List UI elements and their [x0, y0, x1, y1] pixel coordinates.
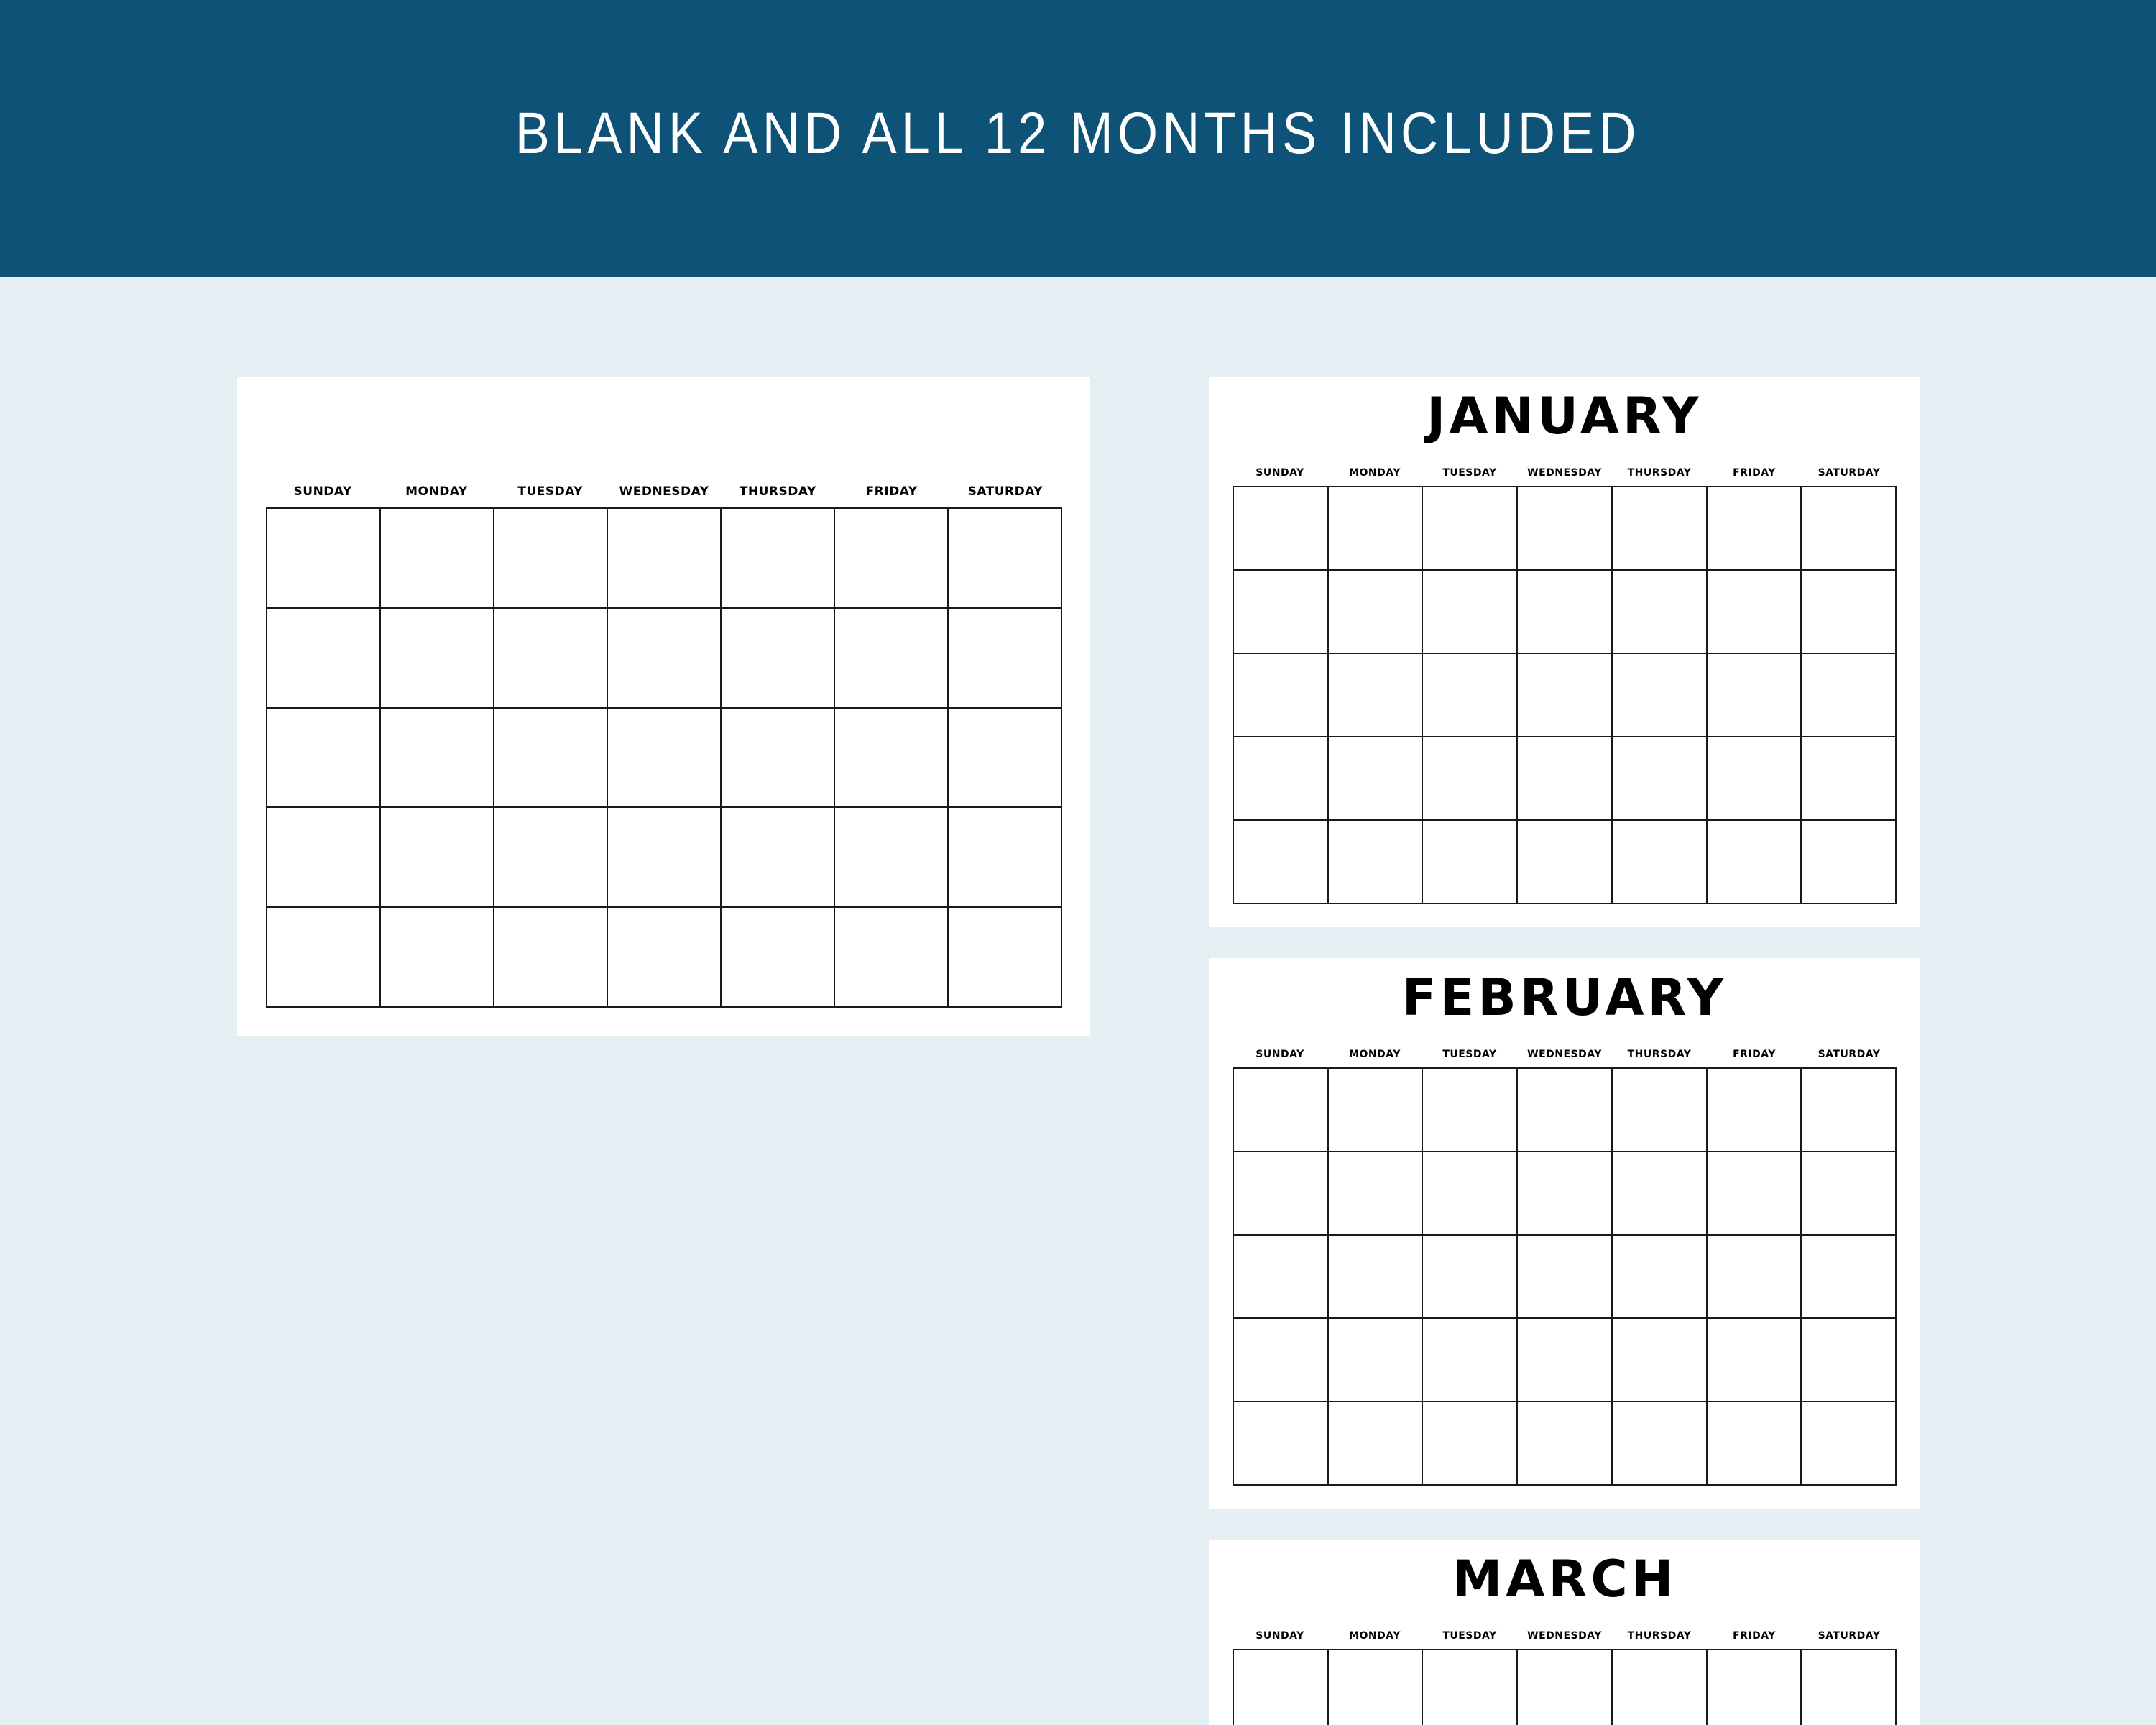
day-cell — [1518, 654, 1613, 737]
weekday-header-row — [266, 486, 1062, 498]
day-cell — [1234, 1236, 1329, 1319]
day-cell — [1708, 1069, 1802, 1152]
weekday-label-tuesday: TUESDAY — [517, 484, 584, 499]
day-cell — [1802, 1236, 1897, 1319]
day-cell — [1234, 1069, 1329, 1152]
day-cell — [267, 609, 381, 709]
day-cell — [1329, 821, 1424, 904]
day-cell — [1423, 1152, 1518, 1236]
day-cell — [722, 609, 835, 709]
day-cell — [722, 908, 835, 1008]
day-cell — [1613, 1402, 1708, 1486]
weekday-label-monday: MONDAY — [1349, 1630, 1401, 1642]
day-cell — [608, 609, 722, 709]
weekday-label-monday: MONDAY — [1349, 467, 1401, 479]
weekday-label-wednesday: WEDNESDAY — [1527, 1630, 1602, 1642]
day-cell — [267, 908, 381, 1008]
day-cell — [608, 709, 722, 809]
weekday-label-saturday: SATURDAY — [1818, 1630, 1881, 1642]
day-cell — [1613, 654, 1708, 737]
day-cell — [1708, 1319, 1802, 1402]
day-cell — [1708, 571, 1802, 654]
weekday-label-friday: FRIDAY — [1733, 467, 1776, 479]
day-cell — [1423, 737, 1518, 821]
blank-calendar — [237, 377, 1090, 1036]
day-cell — [494, 509, 608, 609]
day-cell — [1708, 821, 1802, 904]
day-cell — [835, 709, 949, 809]
day-cell — [1234, 1152, 1329, 1236]
day-cell — [1708, 1650, 1802, 1725]
day-cell — [1802, 821, 1897, 904]
day-cell — [835, 609, 949, 709]
day-cell — [1329, 737, 1424, 821]
day-cell — [1613, 571, 1708, 654]
day-cell — [1613, 487, 1708, 571]
day-cell — [1518, 1236, 1613, 1319]
header-banner — [0, 0, 2156, 277]
calendar-grid — [266, 507, 1062, 1008]
calendar-grid — [1233, 486, 1897, 904]
weekday-label-sunday: SUNDAY — [293, 484, 352, 499]
day-cell — [1329, 1152, 1424, 1236]
day-cell — [1613, 1236, 1708, 1319]
day-cell — [1802, 1319, 1897, 1402]
day-cell — [949, 808, 1062, 908]
day-cell — [1708, 1402, 1802, 1486]
february-calendar — [1209, 958, 1920, 1509]
weekday-label-saturday: SATURDAY — [1818, 1049, 1881, 1060]
day-cell — [1802, 1069, 1897, 1152]
day-cell — [1329, 654, 1424, 737]
day-cell — [835, 808, 949, 908]
day-cell — [608, 908, 722, 1008]
day-cell — [1329, 1319, 1424, 1402]
weekday-label-sunday: SUNDAY — [1256, 1049, 1304, 1060]
day-cell — [1329, 1069, 1424, 1152]
day-cell — [1518, 1319, 1613, 1402]
day-cell — [722, 808, 835, 908]
day-cell — [1518, 487, 1613, 571]
month-title: JANUARY — [1427, 387, 1703, 446]
day-cell — [1708, 1236, 1802, 1319]
day-cell — [949, 709, 1062, 809]
day-cell — [1423, 1236, 1518, 1319]
day-cell — [1802, 487, 1897, 571]
day-cell — [1518, 821, 1613, 904]
weekday-label-wednesday: WEDNESDAY — [619, 484, 709, 499]
day-cell — [1423, 1069, 1518, 1152]
day-cell — [494, 709, 608, 809]
weekday-label-friday: FRIDAY — [1733, 1049, 1776, 1060]
day-cell — [1329, 1650, 1424, 1725]
day-cell — [835, 908, 949, 1008]
day-cell — [1234, 571, 1329, 654]
day-cell — [1234, 654, 1329, 737]
weekday-label-monday: MONDAY — [405, 484, 468, 499]
day-cell — [1518, 1152, 1613, 1236]
day-cell — [381, 709, 494, 809]
day-cell — [1613, 1069, 1708, 1152]
day-cell — [267, 709, 381, 809]
day-cell — [1613, 1152, 1708, 1236]
day-cell — [1708, 737, 1802, 821]
day-cell — [494, 908, 608, 1008]
day-cell — [835, 509, 949, 609]
day-cell — [1802, 1650, 1897, 1725]
day-cell — [1802, 571, 1897, 654]
day-cell — [608, 808, 722, 908]
day-cell — [1234, 821, 1329, 904]
weekday-label-thursday: THURSDAY — [1627, 1630, 1692, 1642]
day-cell — [1423, 571, 1518, 654]
day-cell — [1234, 737, 1329, 821]
day-cell — [1613, 1319, 1708, 1402]
day-cell — [1708, 654, 1802, 737]
weekday-label-sunday: SUNDAY — [1256, 467, 1304, 479]
day-cell — [1708, 1152, 1802, 1236]
day-cell — [608, 509, 722, 609]
weekday-label-wednesday: WEDNESDAY — [1527, 1049, 1602, 1060]
day-cell — [1613, 737, 1708, 821]
day-cell — [1234, 1402, 1329, 1486]
day-cell — [949, 609, 1062, 709]
weekday-label-tuesday: TUESDAY — [1442, 467, 1497, 479]
weekday-label-saturday: SATURDAY — [1818, 467, 1881, 479]
weekday-header-row — [1233, 1631, 1897, 1641]
day-cell — [1423, 1402, 1518, 1486]
day-cell — [1234, 1650, 1329, 1725]
header-title: BLANK AND ALL 12 MONTHS INCLUDED — [515, 101, 1641, 166]
calendar-grid — [1233, 1649, 1897, 1725]
day-cell — [494, 808, 608, 908]
day-cell — [381, 609, 494, 709]
march-calendar — [1209, 1540, 1920, 1725]
day-cell — [1518, 571, 1613, 654]
day-cell — [1329, 571, 1424, 654]
day-cell — [1518, 1069, 1613, 1152]
day-cell — [1708, 487, 1802, 571]
day-cell — [1329, 1236, 1424, 1319]
weekday-header-row — [1233, 1049, 1897, 1059]
day-cell — [1613, 1650, 1708, 1725]
weekday-label-sunday: SUNDAY — [1256, 1630, 1304, 1642]
day-cell — [267, 509, 381, 609]
weekday-label-wednesday: WEDNESDAY — [1527, 467, 1602, 479]
day-cell — [1613, 821, 1708, 904]
day-cell — [1518, 1402, 1613, 1486]
day-cell — [1329, 1402, 1424, 1486]
day-cell — [1802, 1152, 1897, 1236]
day-cell — [1234, 487, 1329, 571]
day-cell — [381, 509, 494, 609]
weekday-label-tuesday: TUESDAY — [1442, 1630, 1497, 1642]
day-cell — [949, 509, 1062, 609]
day-cell — [1802, 737, 1897, 821]
day-cell — [722, 709, 835, 809]
day-cell — [1423, 1650, 1518, 1725]
day-cell — [381, 808, 494, 908]
day-cell — [1423, 487, 1518, 571]
day-cell — [1423, 1319, 1518, 1402]
day-cell — [1802, 654, 1897, 737]
weekday-label-friday: FRIDAY — [865, 484, 918, 499]
weekday-label-thursday: THURSDAY — [1627, 467, 1692, 479]
day-cell — [381, 908, 494, 1008]
calendar-grid — [1233, 1067, 1897, 1486]
day-cell — [722, 509, 835, 609]
month-title: MARCH — [1452, 1550, 1677, 1609]
weekday-label-thursday: THURSDAY — [739, 484, 816, 499]
day-cell — [267, 808, 381, 908]
weekday-label-tuesday: TUESDAY — [1442, 1049, 1497, 1060]
day-cell — [1423, 821, 1518, 904]
weekday-header-row — [1233, 468, 1897, 478]
january-calendar — [1209, 377, 1920, 927]
month-title: FEBRUARY — [1401, 968, 1728, 1027]
day-cell — [1234, 1319, 1329, 1402]
day-cell — [1423, 654, 1518, 737]
weekday-label-thursday: THURSDAY — [1627, 1049, 1692, 1060]
weekday-label-monday: MONDAY — [1349, 1049, 1401, 1060]
weekday-label-saturday: SATURDAY — [967, 484, 1044, 499]
day-cell — [949, 908, 1062, 1008]
weekday-label-friday: FRIDAY — [1733, 1630, 1776, 1642]
day-cell — [1518, 1650, 1613, 1725]
day-cell — [1329, 487, 1424, 571]
day-cell — [1518, 737, 1613, 821]
day-cell — [1802, 1402, 1897, 1486]
day-cell — [494, 609, 608, 709]
